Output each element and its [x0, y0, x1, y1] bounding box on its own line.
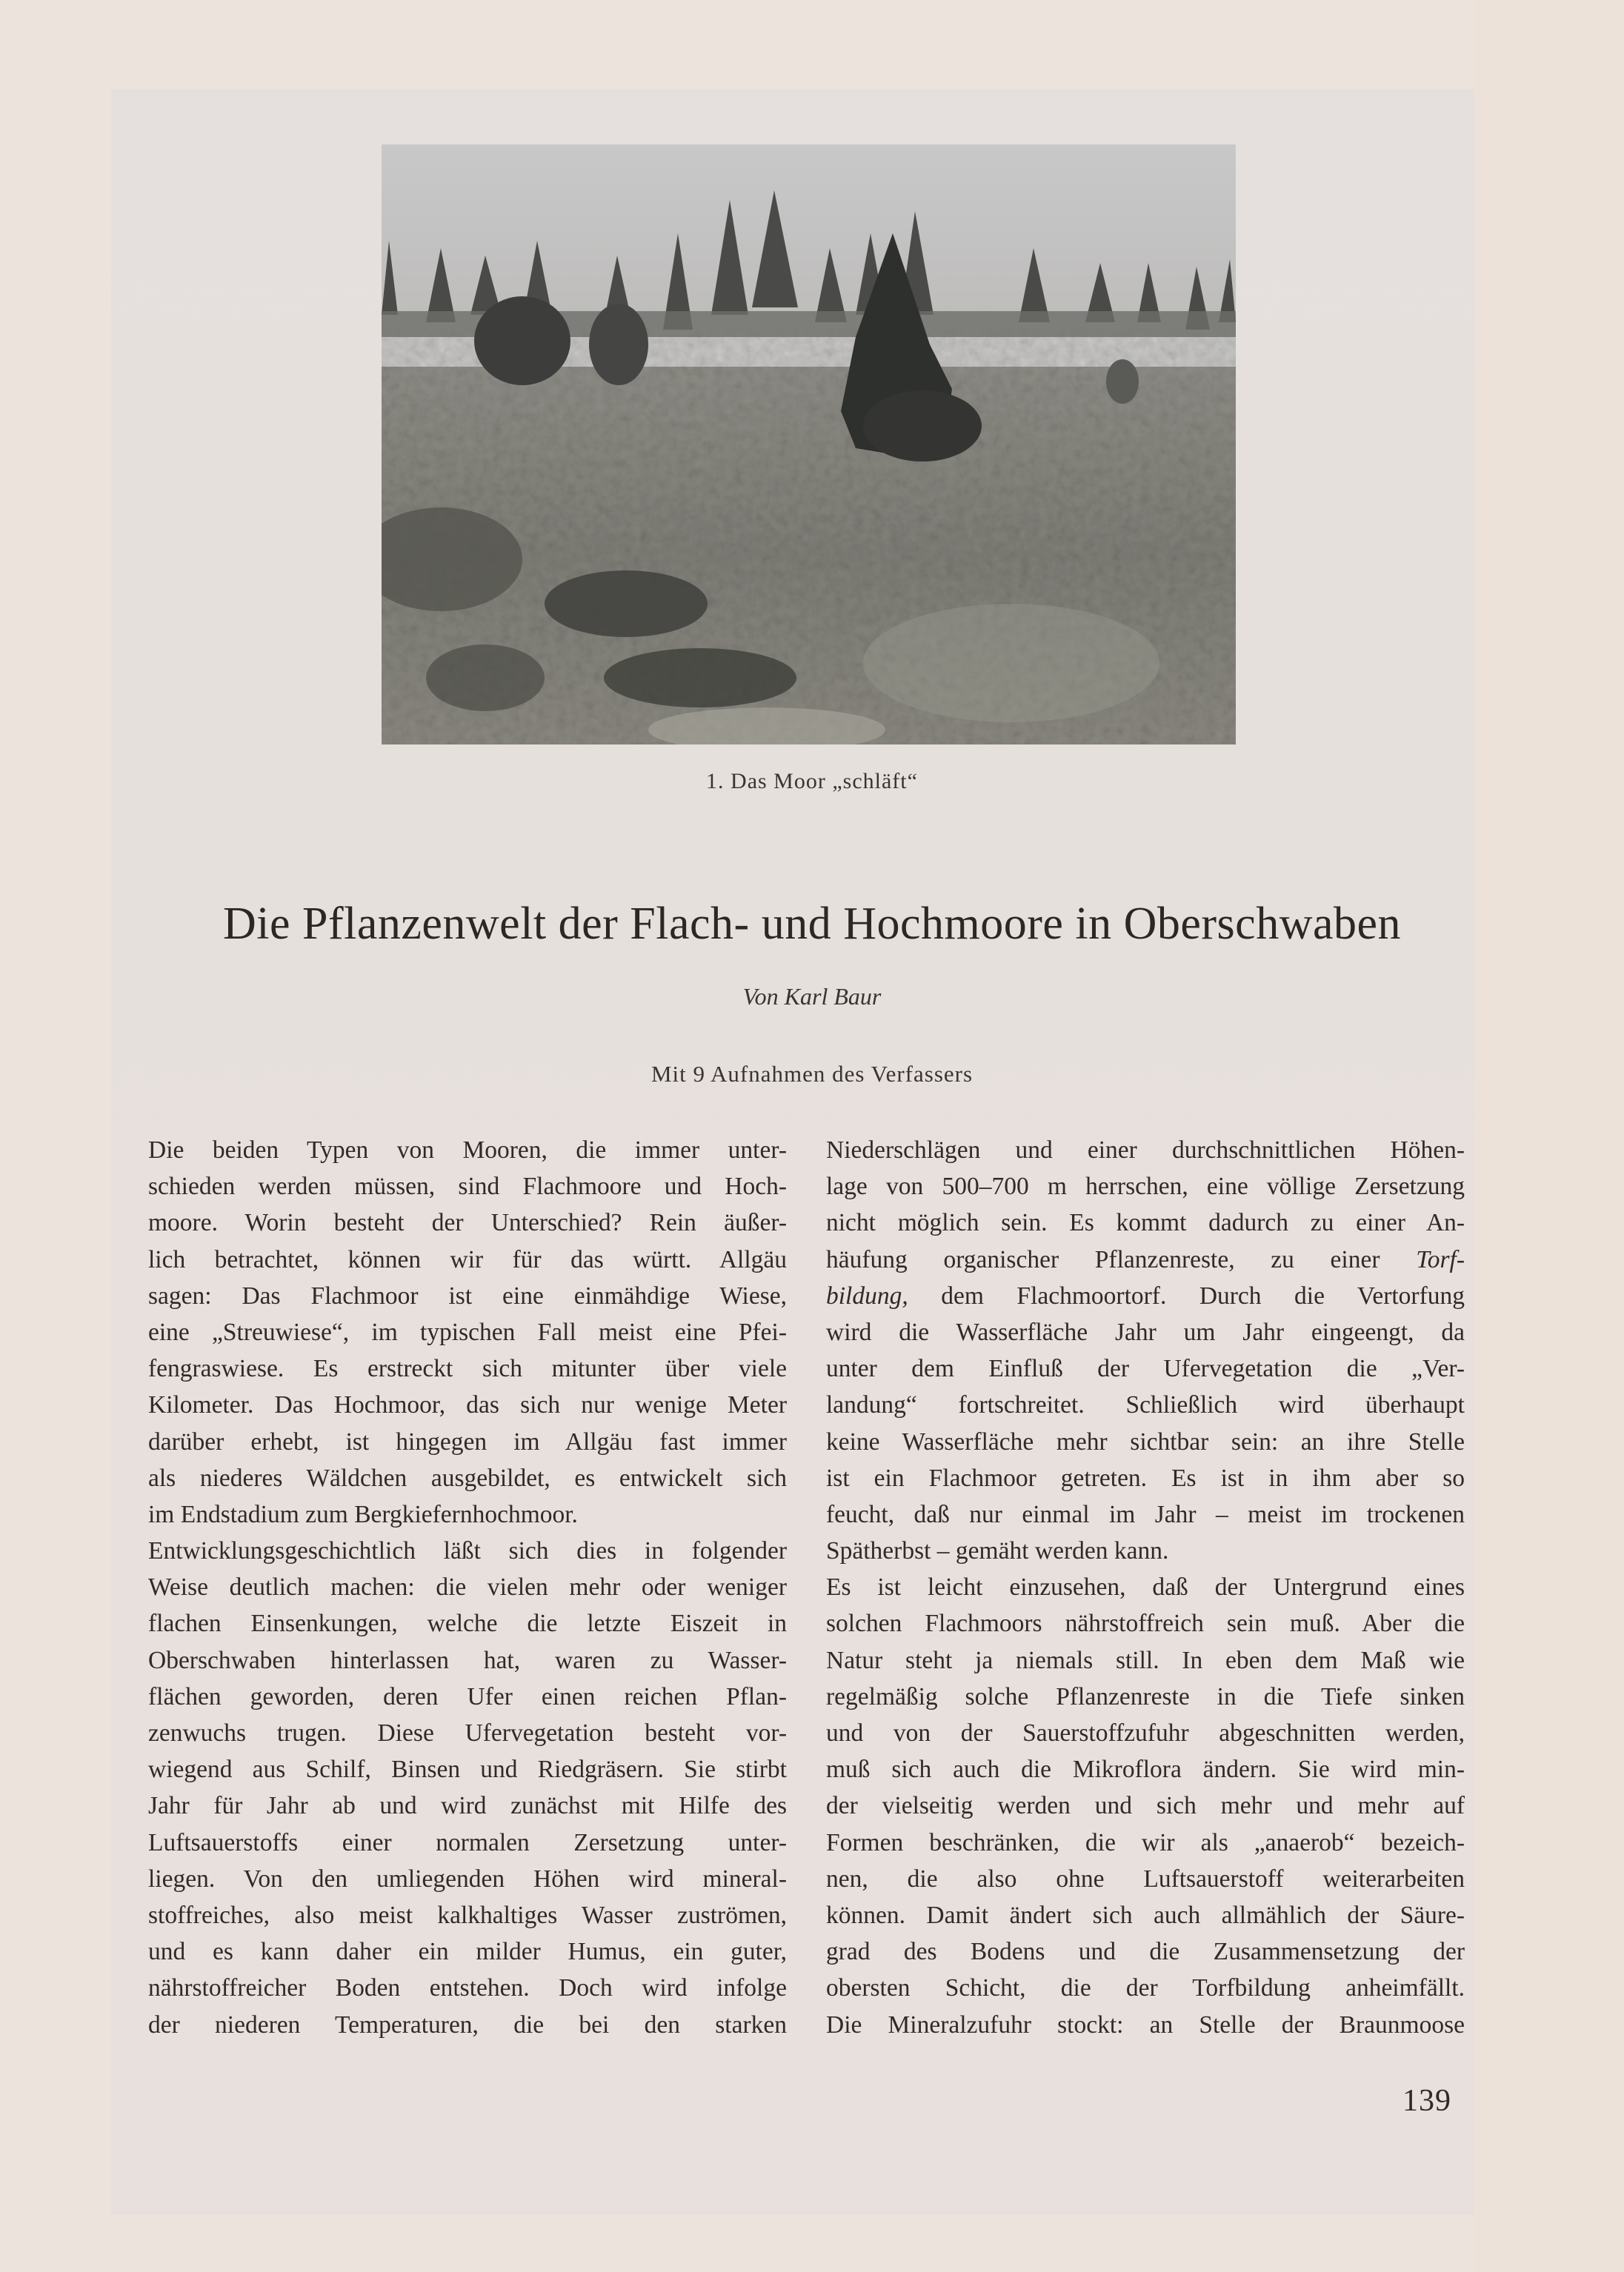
text-line: lich betrachtet, können wir für das württ. Allgäu: [148, 1245, 787, 1273]
text-line: fengraswiese. Es erstreckt sich mitunter über viele: [148, 1355, 787, 1383]
juniper-bush-left: [474, 296, 570, 385]
article-subtitle: Mit 9 Aufnahmen des Verfassers: [650, 1061, 974, 1087]
text-line: sagen: Das Flachmoor ist eine einmähdige Wiese,: [148, 1282, 787, 1310]
text-line: Niederschlägen und einer durchschnittlichen Höhen-: [826, 1136, 1465, 1164]
text-column-right: [826, 1132, 1465, 2043]
text-segment: häufung organischer Pflanzenreste, zu einer: [826, 1245, 1417, 1273]
italic-term: bildung,: [826, 1282, 908, 1310]
page-number: 139: [1402, 2084, 1451, 2118]
text-line: ist ein Flachmoor getreten. Es ist in ihm aber so: [826, 1464, 1465, 1492]
text-line: nen, die also ohne Luftsauerstoff weiterarbeiten: [826, 1865, 1465, 1893]
text-line: flachen Einsenkungen, welche die letzte Eiszeit in: [148, 1610, 787, 1638]
text-line: zenwuchs trugen. Diese Ufervegetation besteht vor-: [148, 1719, 787, 1747]
juniper-bush-small: [589, 304, 648, 385]
text-line: Natur steht ja niemals still. In eben dem Maß wie: [826, 1646, 1465, 1674]
text-line: Jahr für Jahr ab und wird zunächst mit Hilfe des: [148, 1792, 787, 1820]
article-author: Von Karl Baur: [742, 983, 882, 1010]
text-line: regelmäßig solche Pflanzenreste in die Tiefe sinken: [826, 1682, 1465, 1710]
text-line: Kilometer. Das Hochmoor, das sich nur wenige Meter: [148, 1391, 787, 1419]
text-line: nicht möglich sein. Es kommt dadurch zu einer An-: [826, 1209, 1465, 1237]
text-line: schieden werden müssen, sind Flachmoore und Hoch-: [148, 1173, 787, 1201]
text-line: Luftsauerstoffs einer normalen Zersetzung unter-: [148, 1828, 787, 1856]
text-line: lage von 500–700 m herrschen, eine völlige Zersetzung: [826, 1173, 1465, 1201]
text-line: wiegend aus Schilf, Binsen und Riedgräsern. Sie stirbt: [148, 1756, 787, 1784]
text-line: der vielseitig werden und sich mehr und mehr auf: [826, 1792, 1465, 1820]
text-line: Spätherbst – gemäht werden kann.: [826, 1537, 1169, 1565]
moor-photograph: [382, 144, 1236, 744]
figure-caption: 1. Das Moor „schläft“: [706, 769, 918, 793]
text-line: unter dem Einfluß der Ufervegetation die „Ver-: [826, 1355, 1465, 1383]
text-line: eine „Streuwiese“, im typischen Fall meist eine Pfei-: [148, 1318, 787, 1346]
text-line: Es ist leicht einzusehen, daß der Untergrund eines: [826, 1573, 1465, 1602]
text-line: können. Damit ändert sich auch allmählich der Säure-: [826, 1901, 1465, 1929]
text-line: feucht, daß nur einmal im Jahr – meist im trockenen: [826, 1500, 1465, 1528]
text-line: moore. Worin besteht der Unterschied? Rein äußer-: [148, 1209, 787, 1237]
text-line: und von der Sauerstoffzufuhr abgeschnitten werden,: [826, 1719, 1465, 1747]
text-line: Weise deutlich machen: die vielen mehr oder weniger: [148, 1573, 787, 1602]
text-line: der niederen Temperaturen, die bei den starken: [148, 2011, 787, 2039]
text-line: darüber erhebt, ist hingegen im Allgäu fast immer: [148, 1428, 787, 1456]
text-line: wird die Wasserfläche Jahr um Jahr eingeengt, da: [826, 1318, 1465, 1346]
text-line-with-italic: [826, 1278, 1465, 1314]
text-column-left: [148, 1132, 787, 2043]
moor-photo-graphic: [382, 144, 1236, 744]
text-line: Oberschwaben hinterlassen hat, waren zu Wasser-: [148, 1646, 787, 1674]
text-line: Die Mineralzufuhr stockt: an Stelle der Braunmoose: [826, 2011, 1465, 2039]
page-margin: [1474, 0, 1624, 2272]
text-line: als niederes Wäldchen ausgebildet, es entwickelt sich: [148, 1464, 787, 1492]
text-line: landung“ fortschreitet. Schließlich wird überhaupt: [826, 1391, 1465, 1419]
text-line: keine Wasserfläche mehr sichtbar sein: an ihre Stelle: [826, 1428, 1465, 1456]
text-line: solchen Flachmoors nährstoffreich sein muß. Aber die: [826, 1610, 1465, 1638]
text-line: Formen beschränken, die wir als „anaerob“ bezeich-: [826, 1828, 1465, 1856]
text-line: Die beiden Typen von Mooren, die immer unter-: [148, 1136, 787, 1164]
text-line: stoffreiches, also meist kalkhaltiges Wasser zuströmen,: [148, 1901, 787, 1929]
text-line: Entwicklungsgeschichtlich läßt sich dies in folgender: [148, 1537, 787, 1565]
text-line: nährstoffreicher Boden entstehen. Doch wird infolge: [148, 1974, 787, 2002]
text-line: obersten Schicht, die der Torfbildung anheimfällt.: [826, 1974, 1465, 2002]
text-line: und es kann daher ein milder Humus, ein guter,: [148, 1938, 787, 1966]
text-line: flächen geworden, deren Ufer einen reichen Pflan-: [148, 1682, 787, 1710]
italic-term: Torf-: [1416, 1245, 1465, 1273]
article-title: Die Pflanzenwelt der Flach- und Hochmoore in Oberschwaben: [222, 899, 1402, 949]
text-line-with-italic: [826, 1242, 1465, 1278]
text-line: liegen. Von den umliegenden Höhen wird mineral-: [148, 1865, 787, 1893]
text-line: im Endstadium zum Bergkiefernhochmoor.: [148, 1500, 578, 1528]
text-line: muß sich auch die Mikroflora ändern. Sie wird min-: [826, 1756, 1465, 1784]
text-segment: dem Flachmoortorf. Durch die Vertorfung: [908, 1282, 1465, 1310]
text-line: grad des Bodens und die Zusammensetzung der: [826, 1938, 1465, 1966]
